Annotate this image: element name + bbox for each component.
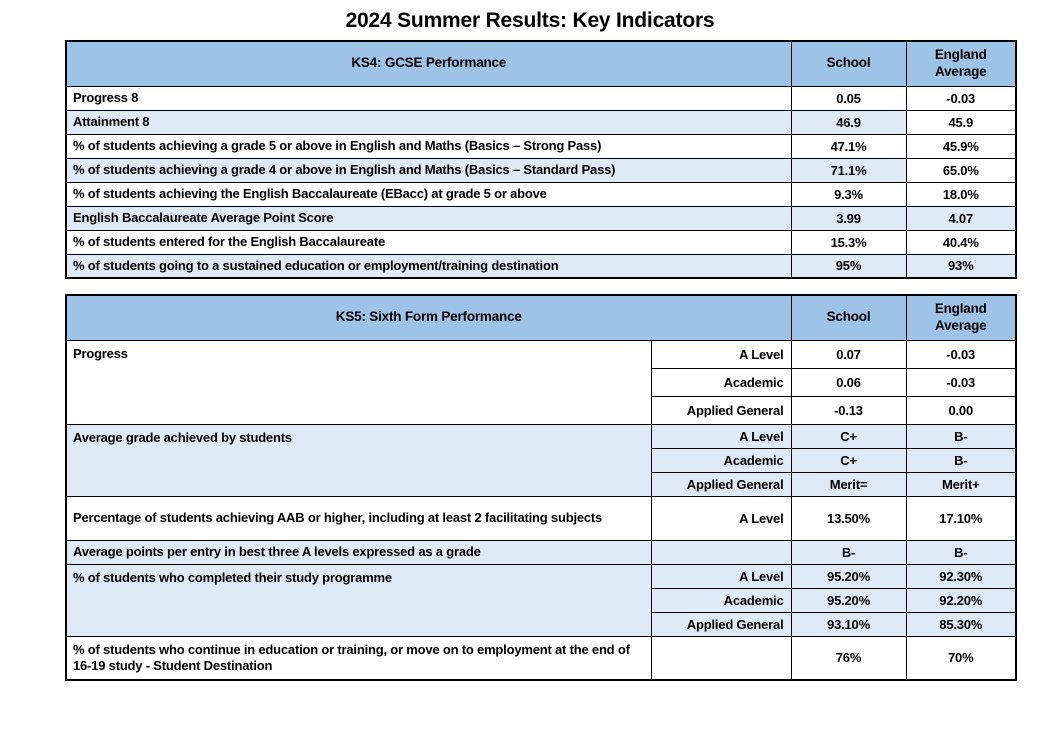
qualification-label: A Level (651, 496, 791, 540)
table-row (66, 230, 1016, 254)
qualification-label: Academic (651, 448, 791, 472)
england-value: 93% (906, 254, 1016, 278)
table-row (66, 254, 1016, 278)
column-header-england-average: England Average (906, 295, 1016, 340)
page-title: 2024 Summer Results: Key Indicators (345, 9, 715, 32)
england-value: B- (906, 540, 1016, 564)
table-row (66, 134, 1016, 158)
row-label: % of students who completed their study programme (66, 564, 651, 636)
row-label: % of students entered for the English Baccalaureate (66, 230, 791, 254)
school-value: 93.10% (791, 612, 906, 636)
school-value: 9.3% (791, 182, 906, 206)
england-value: -0.03 (906, 368, 1016, 396)
school-value: C+ (791, 424, 906, 448)
row-label: Percentage of students achieving AAB or higher, including at least 2 facilitating subjects (66, 496, 651, 540)
school-value: 15.3% (791, 230, 906, 254)
row-label: Progress (66, 340, 651, 424)
ks5-sixth-form-performance-table (65, 294, 1017, 681)
england-value: B- (906, 448, 1016, 472)
school-value: B- (791, 540, 906, 564)
table-row (66, 540, 1016, 564)
table-row (66, 158, 1016, 182)
school-value: 0.07 (791, 340, 906, 368)
row-label: Attainment 8 (66, 110, 791, 134)
table-row (66, 86, 1016, 110)
qualification-label: Applied General (651, 472, 791, 496)
ks4-gcse-performance-table (65, 40, 1017, 279)
england-value: -0.03 (906, 340, 1016, 368)
england-value: B- (906, 424, 1016, 448)
row-label: % of students achieving a grade 5 or above in English and Maths (Basics – Strong Pass) (66, 134, 791, 158)
school-value: 95% (791, 254, 906, 278)
ks5-header-row (66, 295, 1016, 340)
table-row (66, 340, 1016, 368)
school-value: 95.20% (791, 564, 906, 588)
row-label: English Baccalaureate Average Point Score (66, 206, 791, 230)
england-value: 92.20% (906, 588, 1016, 612)
qualification-label: A Level (651, 340, 791, 368)
table-row (66, 564, 1016, 588)
row-label: Average points per entry in best three A levels expressed as a grade (66, 540, 651, 564)
row-label: % of students achieving a grade 4 or above in English and Maths (Basics – Standard Pass) (66, 158, 791, 182)
england-value: 45.9% (906, 134, 1016, 158)
table-row (66, 636, 1016, 680)
england-value: 17.10% (906, 496, 1016, 540)
column-header-england-average: England Average (906, 41, 1016, 86)
row-label: % of students who continue in education or training, or move on to employment at the end of 16-19 study - Student Destination (66, 636, 651, 680)
qualification-label: A Level (651, 424, 791, 448)
table-row (66, 424, 1016, 448)
qualification-label: Applied General (651, 396, 791, 424)
column-header-school: School (791, 295, 906, 340)
england-value: 4.07 (906, 206, 1016, 230)
table-spacer (0, 279, 1060, 294)
school-value: 71.1% (791, 158, 906, 182)
school-value: 46.9 (791, 110, 906, 134)
england-value: Merit+ (906, 472, 1016, 496)
table-row (66, 110, 1016, 134)
table-row (66, 496, 1016, 540)
school-value: C+ (791, 448, 906, 472)
table-row (66, 182, 1016, 206)
qualification-label (651, 540, 791, 564)
row-label: % of students going to a sustained education or employment/training destination (66, 254, 791, 278)
qualification-label (651, 636, 791, 680)
school-value: 0.05 (791, 86, 906, 110)
school-value: -0.13 (791, 396, 906, 424)
row-label: Progress 8 (66, 86, 791, 110)
england-value: 85.30% (906, 612, 1016, 636)
england-value: -0.03 (906, 86, 1016, 110)
england-value: 40.4% (906, 230, 1016, 254)
table-row (66, 206, 1016, 230)
school-value: 13.50% (791, 496, 906, 540)
row-label: % of students achieving the English Baccalaureate (EBacc) at grade 5 or above (66, 182, 791, 206)
school-value: 76% (791, 636, 906, 680)
ks5-header-title: KS5: Sixth Form Performance (66, 295, 791, 340)
qualification-label: Applied General (651, 612, 791, 636)
england-value: 0.00 (906, 396, 1016, 424)
england-value: 18.0% (906, 182, 1016, 206)
row-label: Average grade achieved by students (66, 424, 651, 496)
england-value: 92.30% (906, 564, 1016, 588)
school-value: Merit= (791, 472, 906, 496)
qualification-label: Academic (651, 588, 791, 612)
england-value: 45.9 (906, 110, 1016, 134)
england-value: 65.0% (906, 158, 1016, 182)
column-header-school: School (791, 41, 906, 86)
ks4-header-title: KS4: GCSE Performance (66, 41, 791, 86)
school-value: 95.20% (791, 588, 906, 612)
school-value: 3.99 (791, 206, 906, 230)
england-value: 70% (906, 636, 1016, 680)
school-value: 0.06 (791, 368, 906, 396)
ks4-header-row (66, 41, 1016, 86)
school-value: 47.1% (791, 134, 906, 158)
qualification-label: A Level (651, 564, 791, 588)
qualification-label: Academic (651, 368, 791, 396)
